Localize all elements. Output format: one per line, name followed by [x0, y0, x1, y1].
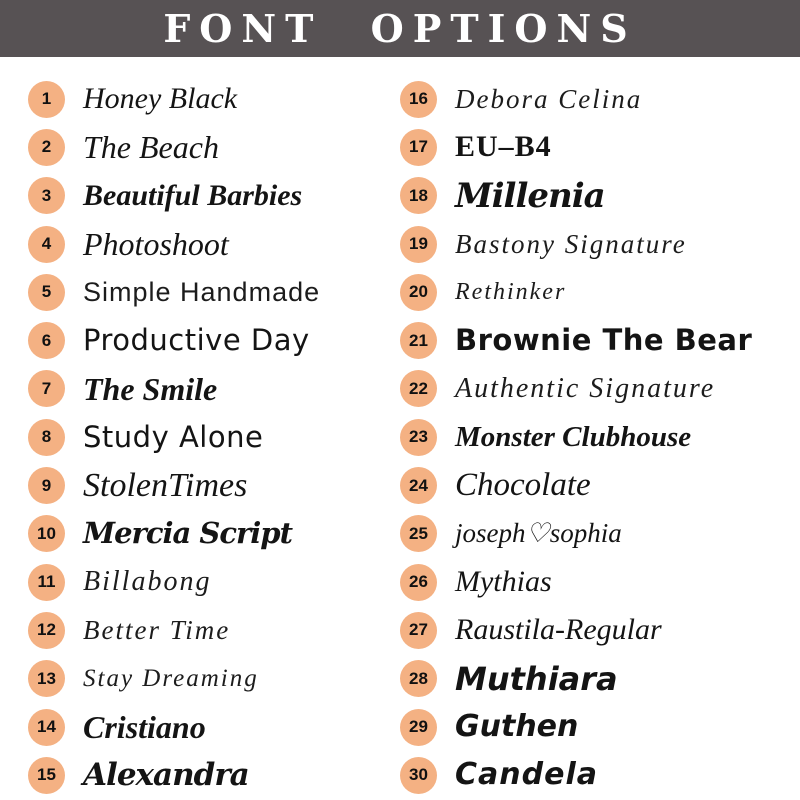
font-option-row	[28, 510, 372, 558]
font-option-row	[28, 123, 372, 171]
number-badge: 4	[28, 226, 65, 263]
font-sample-label: Monster Clubhouse	[455, 420, 692, 453]
font-option-row	[28, 461, 372, 509]
font-sample-label: Raustila-Regular	[455, 613, 662, 647]
font-sample-label: Millenia	[455, 175, 605, 216]
font-option-row	[400, 316, 780, 364]
font-sample-label: The Smile	[83, 370, 218, 407]
number-badge: 20	[400, 274, 437, 311]
font-option-row	[400, 606, 780, 654]
number-badge: 7	[28, 370, 65, 407]
font-sample-label: Brownie The Bear	[455, 323, 753, 358]
font-option-row	[400, 220, 780, 268]
font-sample-label: Study Alone	[83, 419, 264, 454]
font-sample-label: Better Time	[83, 614, 231, 645]
font-option-row	[400, 75, 780, 123]
number-badge: 1	[28, 81, 65, 118]
font-sample-label: Honey Black	[83, 82, 238, 116]
font-option-row	[28, 268, 372, 316]
font-option-row	[28, 558, 372, 606]
number-badge: 16	[400, 81, 437, 118]
font-sample-label: The Beach	[83, 129, 219, 166]
number-badge: 23	[400, 419, 437, 456]
number-badge: 22	[400, 370, 437, 407]
font-option-row	[400, 751, 780, 799]
number-badge: 8	[28, 419, 65, 456]
font-option-row	[400, 365, 780, 413]
font-list-left-column	[28, 75, 372, 799]
number-badge: 5	[28, 274, 65, 311]
number-badge: 24	[400, 467, 437, 504]
font-list-right-column	[400, 75, 780, 799]
font-option-row	[400, 510, 780, 558]
font-sample-label: Alexandra	[83, 756, 249, 793]
number-badge: 13	[28, 660, 65, 697]
font-option-row	[400, 655, 780, 703]
number-badge: 10	[28, 515, 65, 552]
font-option-row	[28, 316, 372, 364]
number-badge: 6	[28, 322, 65, 359]
font-sample-label: Muthiara	[455, 659, 618, 698]
font-sample-label: Authentic Signature	[455, 372, 716, 404]
number-badge: 15	[28, 757, 65, 794]
header-bar	[0, 0, 800, 57]
number-badge: 11	[28, 564, 65, 601]
font-option-row	[400, 123, 780, 171]
number-badge: 14	[28, 709, 65, 746]
number-badge: 3	[28, 177, 65, 214]
number-badge: 25	[400, 515, 437, 552]
font-sample-label: EU–B4	[455, 130, 552, 164]
font-option-row	[28, 75, 372, 123]
font-sample-label: Chocolate	[455, 467, 591, 504]
font-sample-label: Billabong	[83, 566, 212, 598]
font-option-row	[400, 558, 780, 606]
page-title: FONT OPTIONS	[163, 6, 637, 51]
font-sample-label: Mythias	[455, 565, 552, 599]
font-sample-label: joseph♡sophia	[455, 518, 622, 549]
number-badge: 21	[400, 322, 437, 359]
font-sample-label: Guthen	[455, 709, 579, 744]
font-sample-label: Bastony Signature	[455, 228, 687, 259]
font-option-row	[28, 413, 372, 461]
font-option-row	[400, 172, 780, 220]
number-badge: 29	[400, 709, 437, 746]
font-sample-label: Candela	[455, 757, 598, 793]
font-option-row	[400, 268, 780, 316]
font-sample-label: Beautiful Barbies	[83, 178, 303, 212]
font-sample-label: Rethinker	[455, 279, 567, 306]
number-badge: 12	[28, 612, 65, 649]
font-option-row	[400, 461, 780, 509]
font-option-row	[400, 413, 780, 461]
number-badge: 27	[400, 612, 437, 649]
font-sample-label: Mercia Script	[83, 516, 292, 551]
font-sample-label: Debora Celina	[455, 83, 643, 114]
number-badge: 17	[400, 129, 437, 166]
font-options-list	[0, 57, 800, 799]
font-sample-label: StolenTimes	[83, 466, 248, 504]
number-badge: 9	[28, 467, 65, 504]
font-option-row	[400, 703, 780, 751]
font-option-row	[28, 172, 372, 220]
font-option-row	[28, 606, 372, 654]
number-badge: 30	[400, 757, 437, 794]
font-option-row	[28, 703, 372, 751]
font-option-row	[28, 220, 372, 268]
font-option-row	[28, 655, 372, 703]
font-sample-label: Cristiano	[83, 709, 206, 745]
number-badge: 18	[400, 177, 437, 214]
number-badge: 28	[400, 660, 437, 697]
font-sample-label: Stay Dreaming	[83, 665, 259, 693]
font-sample-label: Photoshoot	[83, 226, 229, 263]
font-sample-label: Productive Day	[83, 323, 310, 358]
font-sample-label: Simple Handmade	[83, 276, 321, 307]
number-badge: 26	[400, 564, 437, 601]
font-option-row	[28, 751, 372, 799]
font-option-row	[28, 365, 372, 413]
number-badge: 19	[400, 226, 437, 263]
number-badge: 2	[28, 129, 65, 166]
